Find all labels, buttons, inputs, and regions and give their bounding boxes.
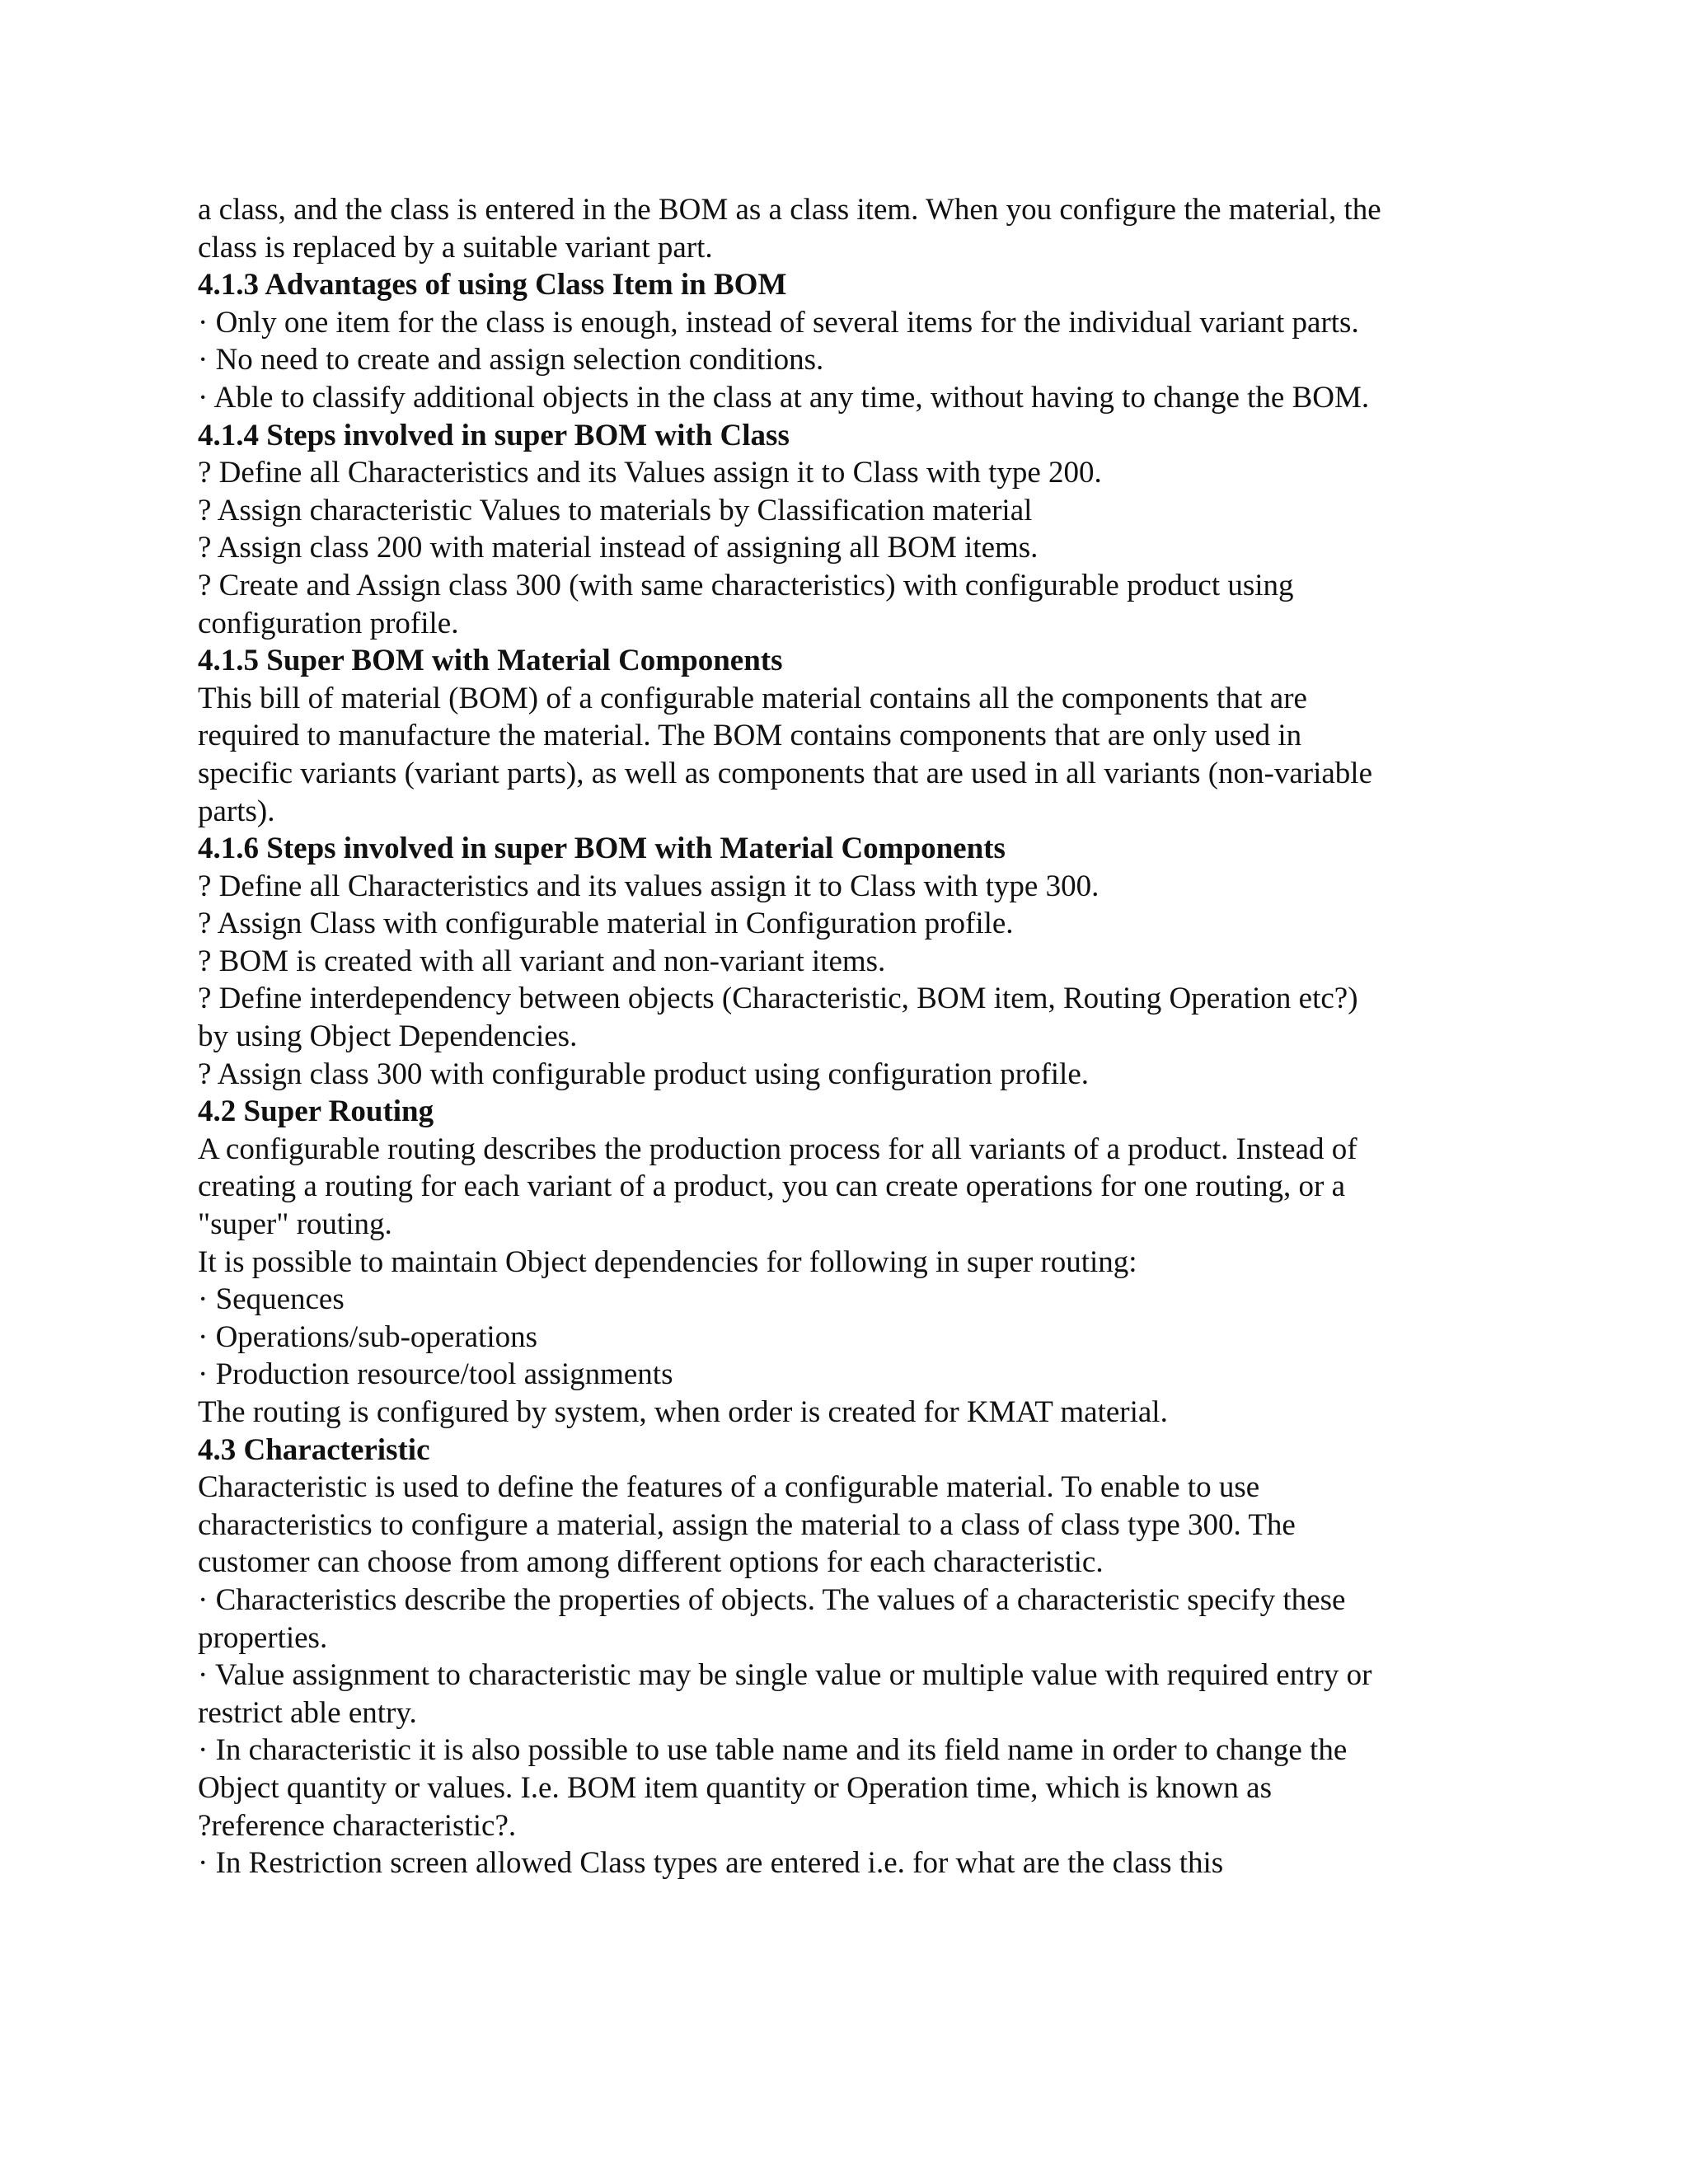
text-line: parts). bbox=[198, 794, 275, 828]
text-line: · In Restriction screen allowed Class types are entered i.e. for what are the class this bbox=[198, 1846, 1224, 1881]
text-line: ? Create and Assign class 300 (with same characteristics) with configurable product using bbox=[198, 568, 1294, 602]
section-heading: 4.1.4 Steps involved in super BOM with Class bbox=[198, 418, 790, 452]
text-line: properties. bbox=[198, 1620, 328, 1655]
text-line: ? Define all Characteristics and its values assign it to Class with type 300. bbox=[198, 869, 1100, 903]
text-line: creating a routing for each variant of a product, you can create operations for one routing, or a bbox=[198, 1169, 1346, 1204]
text-line: · Only one item for the class is enough, instead of several items for the individual variant parts. bbox=[198, 305, 1359, 340]
text-line: · Sequences bbox=[198, 1282, 345, 1317]
text-line: ? Define interdependency between objects (Characteristic, BOM item, Routing Operation etc?) bbox=[198, 982, 1358, 1016]
text-line: · Production resource/tool assignments bbox=[198, 1357, 673, 1392]
text-line: · No need to create and assign selection conditions. bbox=[198, 343, 824, 377]
section-heading: 4.1.6 Steps involved in super BOM with Material Components bbox=[198, 832, 1006, 866]
document-page bbox=[198, 191, 1500, 1882]
section-heading: 4.3 Characteristic bbox=[198, 1432, 430, 1467]
text-line: It is possible to maintain Object dependencies for following in super routing: bbox=[198, 1244, 1137, 1279]
text-line: required to manufacture the material. The BOM contains components that are only used in bbox=[198, 719, 1302, 753]
text-line: · Characteristics describe the properties of objects. The values of a characteristic specify these bbox=[198, 1582, 1346, 1617]
text-line: ? Assign Class with configurable material in Configuration profile. bbox=[198, 907, 1014, 941]
text-line: ?reference characteristic?. bbox=[198, 1808, 517, 1843]
text-line: · Operations/sub-operations bbox=[198, 1319, 538, 1354]
text-line: ? Assign class 200 with material instead of assigning all BOM items. bbox=[198, 531, 1039, 565]
section-heading: 4.1.3 Advantages of using Class Item in BOM bbox=[198, 268, 787, 302]
text-line: The routing is configured by system, when order is created for KMAT material. bbox=[198, 1395, 1168, 1429]
text-line: ? Assign characteristic Values to materials by Classification material bbox=[198, 493, 1033, 527]
text-line: "super" routing. bbox=[198, 1207, 392, 1242]
text-line: ? Define all Characteristics and its Values assign it to Class with type 200. bbox=[198, 456, 1102, 490]
text-line: · In characteristic it is also possible to use table name and its field name in order to change the bbox=[198, 1733, 1348, 1768]
text-line: · Value assignment to characteristic may be single value or multiple value with required entry or bbox=[198, 1658, 1372, 1693]
text-line: configuration profile. bbox=[198, 606, 459, 640]
text-line: Object quantity or values. I.e. BOM item quantity or Operation time, which is known as bbox=[198, 1770, 1272, 1805]
text-line: characteristics to configure a material, assign the material to a class of class type 300. The bbox=[198, 1507, 1296, 1542]
text-line: restrict able entry. bbox=[198, 1695, 417, 1730]
text-line: A configurable routing describes the production process for all variants of a product. Instead of bbox=[198, 1132, 1357, 1166]
text-line: This bill of material (BOM) of a configurable material contains all the components that are bbox=[198, 681, 1307, 715]
text-line: by using Object Dependencies. bbox=[198, 1019, 578, 1054]
text-line: Characteristic is used to define the features of a configurable material. To enable to use bbox=[198, 1470, 1260, 1505]
text-line: ? Assign class 300 with configurable product using configuration profile. bbox=[198, 1057, 1090, 1091]
section-heading: 4.1.5 Super BOM with Material Components bbox=[198, 644, 783, 678]
text-line: customer can choose from among different options for each characteristic. bbox=[198, 1545, 1104, 1580]
text-line: class is replaced by a suitable variant part. bbox=[198, 230, 713, 265]
text-line: · Able to classify additional objects in the class at any time, without having to change the BOM. bbox=[198, 380, 1370, 415]
text-line: specific variants (variant parts), as well as components that are used in all variants (non-variable bbox=[198, 756, 1373, 790]
text-line: ? BOM is created with all variant and non-variant items. bbox=[198, 944, 886, 978]
section-heading: 4.2 Super Routing bbox=[198, 1094, 434, 1129]
text-line: a class, and the class is entered in the BOM as a class item. When you configure the material, the bbox=[198, 193, 1381, 227]
